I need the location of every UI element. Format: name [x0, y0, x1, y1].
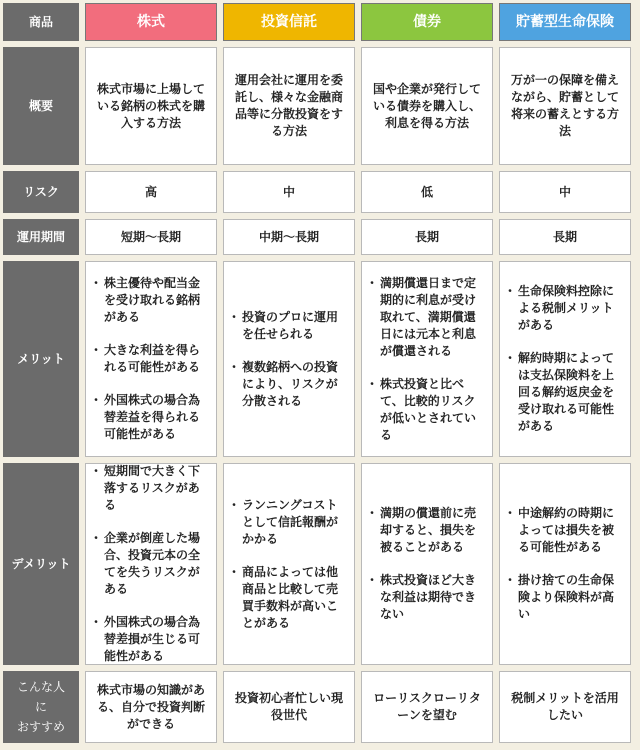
list-item: ・ 投資のプロに運用を任せられる: [230, 309, 347, 343]
period-bond: 長期: [361, 219, 493, 255]
risk-stock: 高: [85, 171, 217, 213]
list-item: ・ 満期の償還前に売却すると、損失を被ることがある: [368, 505, 485, 556]
recommend-savings-insurance: 税制メリットを活用したい: [499, 671, 631, 743]
merit-stock: [85, 261, 217, 457]
header-bond: 債券: [361, 3, 493, 41]
comparison-table: [3, 3, 637, 747]
merit-investment-trust: [223, 261, 355, 457]
list-item: ・ ランニングコストとして信託報酬がかかる: [230, 497, 347, 548]
list-item: ・ 中途解約の時期によっては損失を被る可能性がある: [506, 505, 623, 556]
risk-bond: 低: [361, 171, 493, 213]
list-item: ・ 株式投資ほど大きな利益は期待できない: [368, 572, 485, 623]
row-label-recommend: [3, 671, 79, 743]
recommend-label-line: こんな人: [16, 680, 65, 694]
list-item: ・ 株主優待や配当金を受け取れる銘柄がある: [92, 275, 209, 326]
list-item: ・ 満期償還日まで定期的に利息が受け取れて、満期償還日には元本と利息が償還される: [368, 275, 485, 360]
list-item: ・ 掛け捨ての生命保険より保険料が高い: [506, 572, 623, 623]
header-savings-insurance: 貯蓄型生命保険: [499, 3, 631, 41]
list-item: ・ 解約時期によっては支払保険料を上回る解約返戻金を受け取れる可能性がある: [506, 350, 623, 435]
list-item: ・ 複数銘柄への投資により、リスクが分散される: [230, 359, 347, 410]
demerit-investment-trust: [223, 463, 355, 665]
header-product-label: 商品: [3, 3, 79, 41]
period-stock: 短期〜長期: [85, 219, 217, 255]
list-item: ・ 企業が倒産した場合、投資元本の全てを失うリスクがある: [92, 530, 209, 598]
header-investment-trust: 投資信託: [223, 3, 355, 41]
demerit-stock: [85, 463, 217, 665]
risk-savings-insurance: 中: [499, 171, 631, 213]
row-label-merit: メリット: [3, 261, 79, 457]
demerit-savings-insurance: [499, 463, 631, 665]
row-label-risk: リスク: [3, 171, 79, 213]
list-item: ・ 商品によっては他商品と比較して売買手数料が高いことがある: [230, 564, 347, 632]
recommend-investment-trust: 投資初心者忙しい現役世代: [223, 671, 355, 743]
period-investment-trust: 中期〜長期: [223, 219, 355, 255]
header-stock: 株式: [85, 3, 217, 41]
row-label-overview: 概要: [3, 47, 79, 165]
period-savings-insurance: 長期: [499, 219, 631, 255]
overview-savings-insurance: 万が一の保障を備えながら、貯蓄として将来の蓄えとする方法: [499, 47, 631, 165]
row-label-period: 運用期間: [3, 219, 79, 255]
list-item: ・ 短期間で大きく下落するリスクがある: [92, 463, 209, 514]
overview-investment-trust: 運用会社に運用を委託し、様々な金融商品等に分散投資をする方法: [223, 47, 355, 165]
recommend-stock: 株式市場の知識がある、自分で投資判断ができる: [85, 671, 217, 743]
list-item: ・ 外国株式の場合為替差益を得られる可能性がある: [92, 392, 209, 443]
row-label-demerit: デメリット: [3, 463, 79, 665]
merit-bond: [361, 261, 493, 457]
overview-bond: 国や企業が発行している債券を購入し、利息を得る方法: [361, 47, 493, 165]
overview-stock: 株式市場に上場している銘柄の株式を購入する方法: [85, 47, 217, 165]
recommend-bond: ローリスクローリターンを望む: [361, 671, 493, 743]
recommend-label-line: に: [34, 700, 47, 714]
list-item: ・ 株式投資と比べて、比較的リスクが低いとされている: [368, 376, 485, 444]
recommend-label-line: おすすめ: [16, 720, 66, 734]
list-item: ・ 生命保険料控除による税制メリットがある: [506, 283, 623, 334]
list-item: ・ 外国株式の場合為替差損が生じる可能性がある: [92, 614, 209, 665]
list-item: ・ 大きな利益を得られる可能性がある: [92, 342, 209, 376]
risk-investment-trust: 中: [223, 171, 355, 213]
demerit-bond: [361, 463, 493, 665]
merit-savings-insurance: [499, 261, 631, 457]
